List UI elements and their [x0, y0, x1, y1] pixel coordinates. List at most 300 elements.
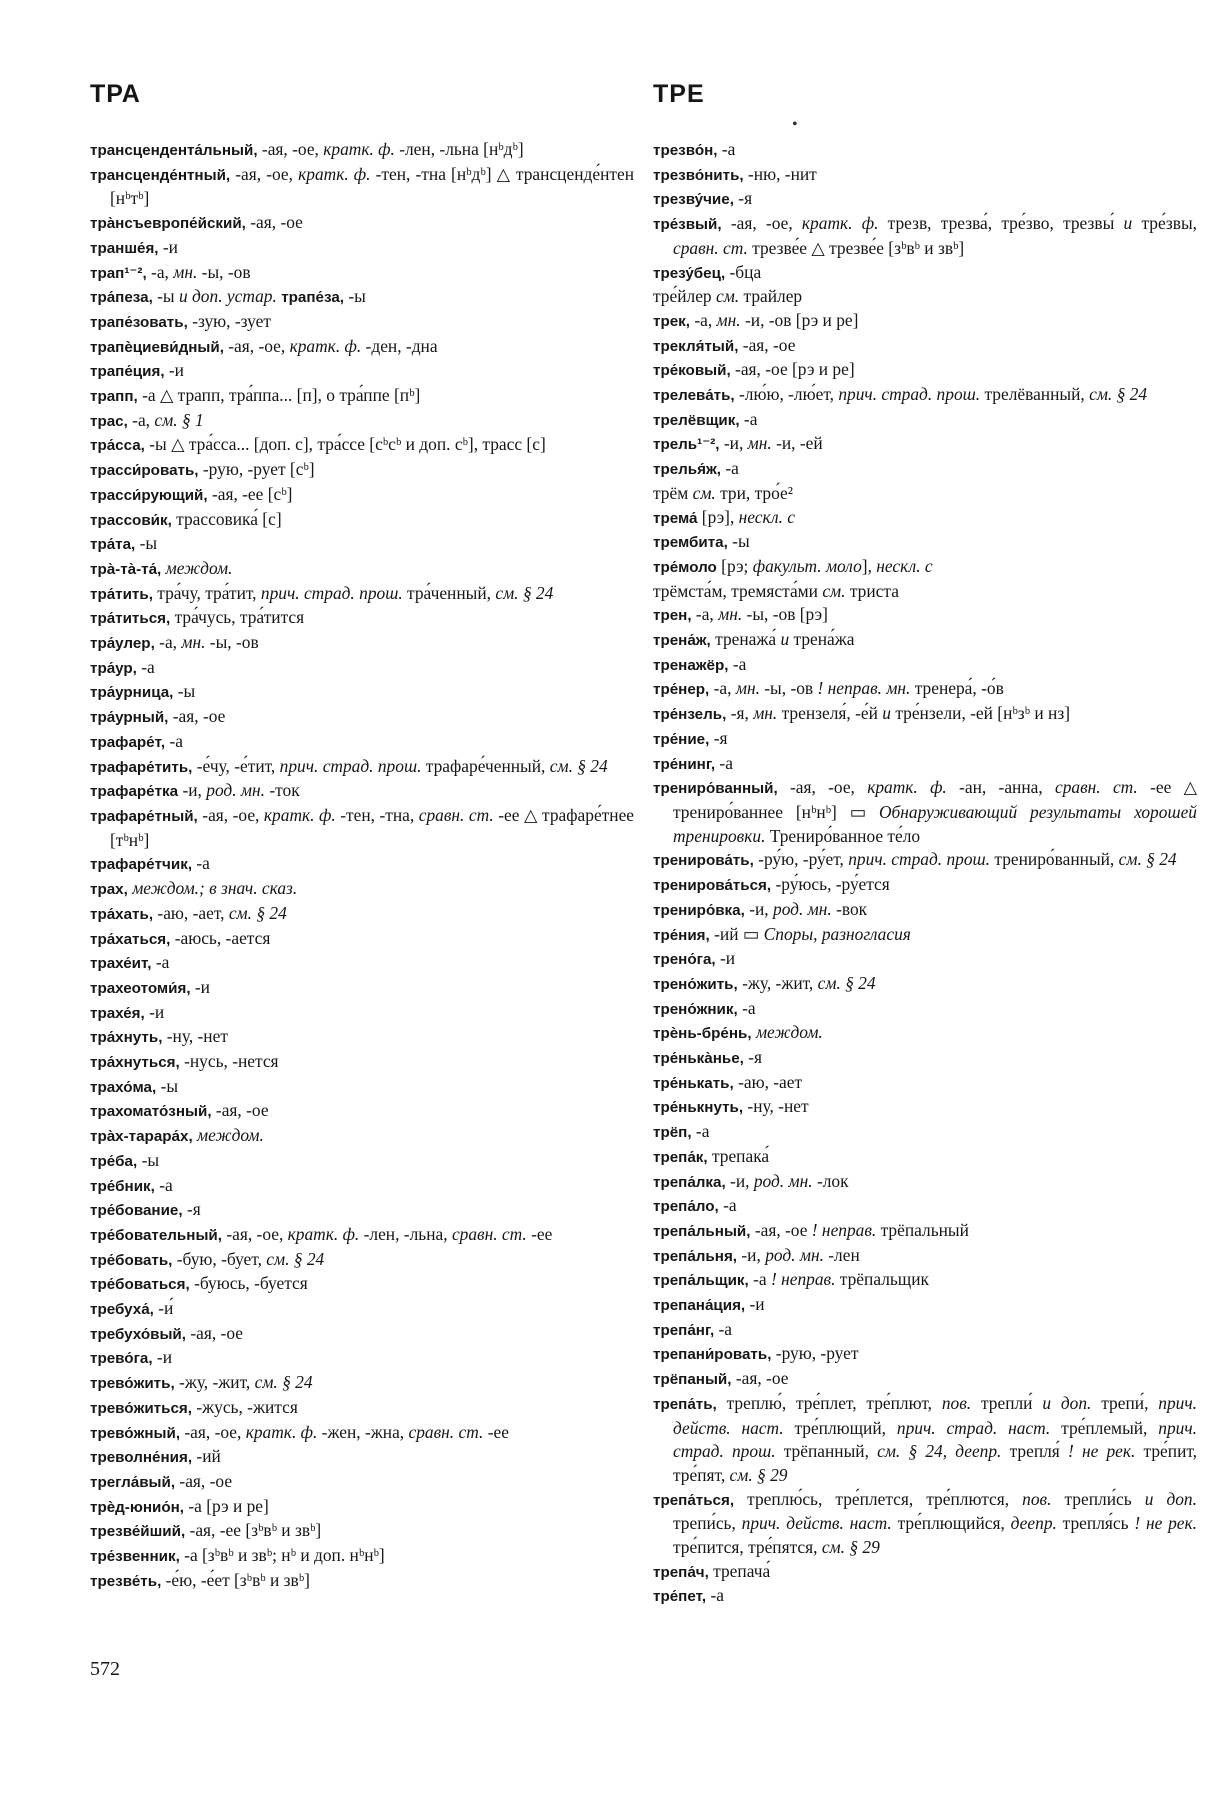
dictionary-entry [653, 752, 1197, 777]
entry-text: -а [151, 952, 170, 973]
entry-annotation: прич. страд. наст. [896, 1417, 1051, 1438]
entry-text: -ая, -ое [168, 706, 226, 727]
entry-text: трепля́сь [1056, 1513, 1135, 1534]
entry-text: трезве́е △ трезве́е [зᵇвᵇ и звᵇ] [747, 237, 965, 258]
entry-text: -и, [178, 780, 207, 801]
dictionary-entry [90, 211, 634, 236]
entry-headword: трѐд-юнио́н, [90, 1498, 185, 1516]
dictionary-entry [653, 187, 1197, 212]
entry-text: трепи́, [1091, 1392, 1159, 1413]
entry-annotation: кратк. ф. [287, 1223, 360, 1244]
entry-text: -я [733, 188, 753, 209]
entry-text: -ая, -ое, [197, 804, 264, 825]
entry-headword: трениро́ванный, [653, 780, 778, 798]
entry-text: трёмста́м, тремяста́ми [653, 580, 823, 601]
dictionary-entry [90, 409, 634, 434]
entry-text: -а △ трапп, тра́ппа... [п], о тра́ппе [пᵇ] [137, 385, 421, 406]
right-column-header: ТРЕ [653, 80, 705, 108]
entry-headword: трафаре́тный, [90, 807, 198, 825]
dictionary-entry [90, 285, 634, 310]
entry-headword: тре́бование, [90, 1202, 183, 1220]
entry-text: треплю́, тре́плет, тре́плют, [716, 1392, 942, 1413]
dictionary-entry [653, 653, 1197, 678]
entry-annotation: междом. [197, 1125, 264, 1146]
entry-text: [рэ], [697, 506, 739, 527]
entry-annotation: междом. [755, 1022, 823, 1043]
right-column [653, 138, 1197, 1609]
entry-text: три, тро́е² [715, 482, 793, 503]
entry-text: -а [рэ и ре] [184, 1495, 269, 1516]
entry-headword: тре́ковый, [653, 362, 731, 380]
entry-headword: трасси́ровать, [90, 462, 199, 480]
entry-headword: трасси́рующий, [90, 486, 208, 504]
entry-text: -лен, -льна [нᵇдᵇ] [394, 139, 524, 159]
entry-text: -ий [192, 1446, 221, 1467]
entry-headword: трас, [90, 412, 128, 430]
entry-headword: тра̀-та̀-та́, [90, 560, 162, 578]
entry-headword: трепа́нг, [653, 1321, 715, 1339]
entry-text: трёпальный [876, 1219, 969, 1240]
entry-text: триста [845, 580, 899, 601]
entry-headword: тра́пеза, [90, 289, 153, 307]
dictionary-entry [90, 1569, 634, 1594]
entry-headword: трансценде́нтный, [90, 166, 231, 184]
dictionary-entry [90, 1322, 634, 1347]
dictionary-entry [653, 1318, 1197, 1343]
entry-headword: тра́хнуть, [90, 1029, 163, 1047]
entry-text: -я [709, 727, 728, 748]
dictionary-entry [653, 628, 1197, 653]
entry-annotation: деепр. [1010, 1513, 1057, 1534]
dictionary-entry [90, 384, 634, 409]
entry-text: -и [715, 948, 736, 969]
entry-annotation: род. мн. [206, 780, 265, 801]
entry-headword: трѐнь-бре́нь, [653, 1025, 752, 1043]
entry-headword: тре́звый, [653, 216, 722, 234]
dictionary-entry [653, 457, 1197, 482]
entry-annotation: сравн. ст. [408, 1421, 484, 1442]
entry-headword: трансцендента́льный, [90, 142, 258, 159]
dictionary-entry [653, 432, 1197, 457]
dictionary-entry [90, 1421, 634, 1446]
entry-text: -а [706, 1585, 724, 1606]
dictionary-entry [653, 947, 1197, 972]
entry-headword: тре́моло [653, 558, 717, 576]
dictionary-entry [90, 631, 634, 656]
entry-headword: трахомато́зный, [90, 1103, 212, 1121]
dictionary-entry [653, 530, 1197, 555]
entry-annotation: см. § 24 [1118, 849, 1177, 870]
entry-annotation: прич. страд. прош. [260, 582, 403, 603]
entry-text: -а [718, 1195, 737, 1216]
entry-text: -ая, -ое, [777, 777, 868, 798]
entry-headword: тра́хать, [90, 905, 154, 923]
dictionary-entry [90, 138, 634, 163]
entry-text: трёпанный, [775, 1441, 878, 1462]
entry-headword: трахе́ит, [90, 955, 152, 973]
entry-text: -а [737, 997, 756, 1018]
dictionary-entry [653, 309, 1197, 334]
entry-text: -рую, -рует [771, 1343, 859, 1364]
entry-headword: трафаре́тчик, [90, 856, 193, 874]
entry-text: -е́ю, -е́ет [зᵇвᵇ и звᵇ] [161, 1569, 310, 1590]
entry-text: трепи́сь, [673, 1513, 742, 1534]
dictionary-entry [653, 727, 1197, 752]
entry-headword: трепа́льня, [653, 1247, 738, 1265]
dictionary-entry [90, 656, 634, 681]
entry-text: -а [728, 653, 747, 674]
entry-annotation: см. [715, 286, 740, 307]
entry-annotation: кратк. ф. [867, 777, 947, 798]
entry-annotation: мн. [716, 309, 741, 330]
left-column-header: ТРА [90, 80, 141, 108]
entry-annotation: мн. [747, 433, 772, 454]
dictionary-entry [90, 852, 634, 877]
dictionary-entry [90, 1346, 634, 1371]
dictionary-entry [653, 1021, 1197, 1046]
entry-annotation: прич. страд. прош. [848, 849, 991, 870]
dictionary-entry [90, 1371, 634, 1396]
entry-headword: трек, [653, 312, 690, 330]
entry-text: тра́ченный, [402, 582, 496, 603]
entry-annotation: см. § 24 [266, 1248, 325, 1269]
entry-headword: трелья́ж, [653, 461, 721, 479]
entry-text: -а [691, 1121, 710, 1142]
entry-annotation: сравн. ст. [451, 1223, 527, 1244]
dictionary-entry [653, 1367, 1197, 1392]
entry-text: тре́йлер [653, 286, 716, 307]
entry-headword: трево́жить, [90, 1375, 175, 1393]
entry-text: -ру́юсь, -ру́ется [771, 874, 890, 895]
entry-annotation: см. § 29 [821, 1537, 880, 1558]
dictionary-entry [90, 1519, 634, 1544]
entry-annotation: прич. действ. наст. [741, 1513, 892, 1534]
dictionary-entry [653, 555, 1197, 580]
dictionary-entry [653, 1392, 1197, 1488]
dictionary-entry [653, 358, 1197, 383]
entry-text: -ден, -дна [361, 335, 438, 356]
dictionary-entry [653, 1194, 1197, 1219]
entry-headword: трен, [653, 607, 692, 625]
dictionary-entry [653, 212, 1197, 260]
entry-headword: тре́нька̀нье, [653, 1050, 744, 1068]
entry-text: -а [136, 656, 155, 677]
dictionary-entry [653, 1145, 1197, 1170]
entry-text: -ая, -ое [175, 1470, 233, 1491]
entry-text: тра́чусь, тра́тится [170, 607, 305, 628]
dictionary-entry [653, 1488, 1197, 1560]
entry-text: -я, [726, 703, 754, 724]
entry-text: -ток [265, 780, 300, 801]
entry-headword: трёп, [653, 1124, 692, 1142]
dictionary-entry [90, 1099, 634, 1124]
dictionary-entry [653, 506, 1197, 531]
entry-text: -лен, -льна, [359, 1223, 452, 1244]
entry-text: -ее [526, 1223, 553, 1244]
entry-text: -и [158, 236, 178, 257]
entry-headword: тре́нер, [653, 681, 710, 699]
entry-headword: трегла́вый, [90, 1473, 176, 1491]
entry-text: -ы [137, 1149, 160, 1170]
entry-text: -ая, -ое [рэ и ре] [730, 359, 855, 380]
entry-text: тре́пится, тре́пятся, [673, 1537, 822, 1558]
entry-text: трассовика́ [с] [171, 508, 282, 529]
dictionary-entry [90, 1396, 634, 1421]
entry-text: тре́плющийся, [891, 1513, 1011, 1534]
dictionary-entry [653, 972, 1197, 997]
entry-annotation: ! не рек. [1067, 1441, 1136, 1462]
dictionary-entry [90, 1223, 634, 1248]
entry-headword: трено́жить, [653, 975, 738, 993]
entry-headword: трево́жный, [90, 1424, 181, 1442]
entry-headword: тра́урница, [90, 684, 174, 702]
entry-text: трафаре́ченный, [421, 755, 550, 776]
entry-headword: трепа́льщик, [653, 1272, 749, 1290]
entry-text: -тен, -тна, [335, 804, 419, 825]
entry-text: -рую, -рует [сᵇ] [198, 459, 315, 480]
entry-headword: трапѐциеви́дный, [90, 338, 224, 356]
entry-headword: тре́нинг, [653, 755, 716, 773]
dictionary-entry [653, 702, 1197, 727]
entry-text: -и, [737, 1244, 766, 1265]
entry-text: тре́нзели, -ей [нᵇзᵇ и нз] [890, 703, 1071, 724]
entry-annotation: кратк. ф. [298, 163, 371, 184]
entry-text: -нусь, -нется [179, 1051, 279, 1072]
dictionary-entry [90, 1198, 634, 1223]
entry-annotation: см. § 29 [729, 1464, 788, 1485]
entry-text: -а [748, 1269, 771, 1290]
dictionary-entry [90, 236, 634, 261]
dictionary-entry [653, 997, 1197, 1022]
entry-text: -вок [831, 898, 868, 919]
entry-text: -е́чу, -е́тит, [192, 755, 280, 776]
entry-headword: треволне́ния, [90, 1449, 193, 1467]
dictionary-entry [653, 1342, 1197, 1367]
entry-headword: трель¹⁻², [653, 436, 720, 454]
dictionary-entry [653, 1071, 1197, 1096]
dictionary-entry [90, 1297, 634, 1322]
entry-headword: трепа́лка, [653, 1173, 726, 1191]
dictionary-entry [653, 163, 1197, 188]
entry-text: -я [182, 1199, 201, 1220]
entry-text: -ее △ трафаре́тнее [тᵇнᵇ] [110, 804, 635, 850]
dictionary-entry [90, 902, 634, 927]
entry-headword: трепана́ция, [653, 1297, 746, 1315]
entry-text: трепака́ [707, 1145, 770, 1166]
entry-headword: тре́боваться, [90, 1276, 190, 1294]
entry-text: -и, -ей [771, 433, 823, 454]
entry-annotation: мн. [173, 261, 198, 282]
entry-text: -я [743, 1047, 763, 1068]
entry-text: ], [861, 555, 877, 576]
entry-annotation: ! не рек. [1134, 1513, 1197, 1534]
entry-headword: трапе́ция, [90, 363, 165, 381]
dictionary-entry [90, 261, 634, 286]
entry-headword: трево́га, [90, 1350, 153, 1368]
entry-annotation: нескл. с [876, 555, 933, 576]
entry-text: -ы [135, 533, 158, 554]
entry-headword: трезве́йший, [90, 1523, 186, 1541]
entry-text: -и [190, 976, 210, 997]
dictionary-entry [653, 1046, 1197, 1071]
entry-text: тренажа́ [710, 629, 781, 650]
left-column [90, 138, 634, 1593]
entry-annotation: мн. [735, 678, 760, 699]
entry-annotation: см. § 24, деепр. [877, 1441, 1002, 1462]
entry-headword: трафаре́тить, [90, 758, 193, 776]
entry-headword: трепа́ч, [653, 1563, 709, 1581]
dictionary-entry [90, 532, 634, 557]
dictionary-entry [90, 1445, 634, 1470]
dictionary-entry [653, 261, 1197, 286]
entry-annotation: и [780, 629, 790, 650]
entry-annotation: ! неправ. [770, 1269, 836, 1290]
entry-text: -и [164, 360, 184, 381]
entry-annotation: мн. [753, 703, 778, 724]
entry-annotation: Обнаруживающий результаты хорошей тренировки. [673, 801, 1197, 846]
dictionary-entry [653, 873, 1197, 898]
dictionary-entry [653, 482, 1197, 506]
entry-headword: тра̀х-тарара́х, [90, 1128, 193, 1146]
dictionary-entry [90, 680, 634, 705]
entry-text: трениро́ванный, [990, 849, 1119, 870]
dictionary-entry [90, 1001, 634, 1026]
entry-text: трёпальщик [835, 1269, 929, 1290]
entry-annotation: пов. [1022, 1488, 1052, 1509]
entry-headword: тра́та, [90, 536, 136, 554]
entry-annotation: кратк. ф. [263, 804, 336, 825]
entry-headword: трембита, [653, 534, 728, 552]
entry-text: -тен, -тна [нᵇдᵇ] △ трансценде́нтен [нᵇтᵇ] [110, 163, 635, 209]
entry-headword: требухо́вый, [90, 1325, 186, 1343]
scan-speck: • [792, 116, 798, 133]
entry-text: трена́жа [789, 629, 855, 650]
dictionary-entry [653, 1268, 1197, 1293]
dictionary-entry [90, 1248, 634, 1273]
entry-headword: трепа́льный, [653, 1222, 751, 1240]
entry-headword: тре́нькать, [653, 1074, 734, 1092]
entry-headword: трелёвщик, [653, 411, 740, 429]
entry-headword: трахо́ма, [90, 1078, 157, 1096]
entry-headword: тре́звенник, [90, 1548, 180, 1566]
entry-headword: трена́ж, [653, 632, 711, 650]
entry-text: -ы, -ов [759, 678, 818, 699]
entry-headword: тре́бовательный, [90, 1226, 222, 1244]
entry-text: -ая, -ое [245, 212, 303, 233]
entry-text: -ая, -ое [731, 1368, 789, 1389]
entry-text: -и [144, 1001, 165, 1022]
dictionary-entry [90, 976, 634, 1001]
entry-headword: трезве́ть, [90, 1572, 162, 1590]
entry-annotation: см. [692, 482, 716, 503]
entry-annotation: кратк. ф. [245, 1421, 318, 1442]
entry-text: -ы [727, 531, 750, 552]
dictionary-entry [90, 433, 634, 458]
entry-text: тре́племый, [1050, 1417, 1159, 1438]
entry-annotation: прич. страд. прош. [838, 384, 981, 405]
entry-headword: тре́ба, [90, 1152, 138, 1170]
entry-text: тренера́, -о́в [910, 678, 1004, 699]
entry-headword: тренажёр, [653, 656, 729, 674]
dictionary-entry [90, 557, 634, 582]
entry-headword: тра̀нсъевропе́йский, [90, 215, 246, 233]
entry-annotation: и [882, 703, 891, 724]
page-number: 572 [90, 1658, 120, 1680]
entry-headword: транше́я, [90, 239, 159, 257]
entry-headword: тре́ние, [653, 730, 710, 748]
entry-text: -а, [689, 309, 717, 330]
entry-text: -и́ [153, 1298, 174, 1319]
dictionary-entry [90, 1495, 634, 1520]
entry-annotation: ! неправ. мн. [817, 678, 911, 699]
entry-text: -и, [725, 1170, 754, 1191]
entry-text: трепли́ [971, 1392, 1043, 1413]
entry-headword: трапе́зовать, [90, 313, 188, 331]
entry-text: [рэ; [716, 555, 753, 576]
entry-annotation: см. [822, 580, 846, 601]
entry-text: -и, -ов [рэ и ре] [740, 309, 859, 330]
dictionary-entry [653, 677, 1197, 702]
entry-text: -ая, -ое, [180, 1421, 246, 1442]
entry-headword: трево́житься, [90, 1399, 192, 1417]
entry-headword: тра́хаться, [90, 930, 171, 948]
entry-text: -лок [812, 1170, 849, 1191]
entry-text: тре́пит, тре́пят, [673, 1441, 1198, 1485]
entry-headword: трениро́вка, [653, 901, 745, 919]
dictionary-entry [653, 1584, 1197, 1609]
entry-text: -ая, -ое, [257, 139, 324, 159]
entry-annotation: ! неправ. [811, 1219, 877, 1240]
entry-headword: тра́улер, [90, 635, 155, 653]
entry-text: -ну, -нет [743, 1096, 809, 1117]
entry-headword: трепа́ло, [653, 1198, 719, 1216]
entry-text: -ы [344, 286, 366, 307]
entry-annotation: и доп. [1042, 1392, 1092, 1413]
entry-text: -аю, -ает, [153, 902, 229, 923]
entry-text: -жен, -жна, [317, 1421, 409, 1442]
entry-annotation: см. § 24 [1089, 384, 1148, 405]
entry-text: -аю, -ает [733, 1071, 803, 1092]
dictionary-entry [90, 779, 634, 804]
entry-text: -а, [127, 409, 155, 430]
dictionary-entry [90, 359, 634, 384]
entry-headword: тре́ния, [653, 926, 710, 944]
dictionary-entry [653, 923, 1197, 948]
entry-text: -жу, -жит, [737, 972, 818, 993]
entry-text: -лен [823, 1244, 860, 1265]
entry-text: -лю́ю, -лю́ет, [734, 384, 839, 405]
entry-headword: тре́бовать, [90, 1251, 173, 1269]
dictionary-entry [653, 1293, 1197, 1318]
entry-text: -ая, -ее [зᵇвᵇ и звᵇ] [185, 1520, 322, 1541]
entry-headword: трассови́к, [90, 511, 172, 529]
entry-text: -бца [725, 261, 762, 282]
entry-annotation: и доп. устар. [178, 286, 277, 307]
dictionary-entry [653, 1560, 1197, 1585]
entry-text: -жу, -жит, [174, 1372, 255, 1393]
dictionary-entry [90, 730, 634, 755]
entry-headword: тренирова́ть, [653, 852, 754, 870]
entry-text: -а, [154, 632, 182, 653]
dictionary-entry [90, 1025, 634, 1050]
entry-headword: тре́нькнуть, [653, 1099, 744, 1117]
entry-headword: трахе́я, [90, 1004, 145, 1022]
entry-text: -ы, -ов [рэ] [742, 604, 828, 625]
entry-text: -ая, -ое, [223, 335, 290, 356]
entry-text: -ая, -ое [211, 1100, 269, 1121]
entry-headword: трепа́к, [653, 1148, 708, 1166]
dictionary-entry [90, 310, 634, 335]
